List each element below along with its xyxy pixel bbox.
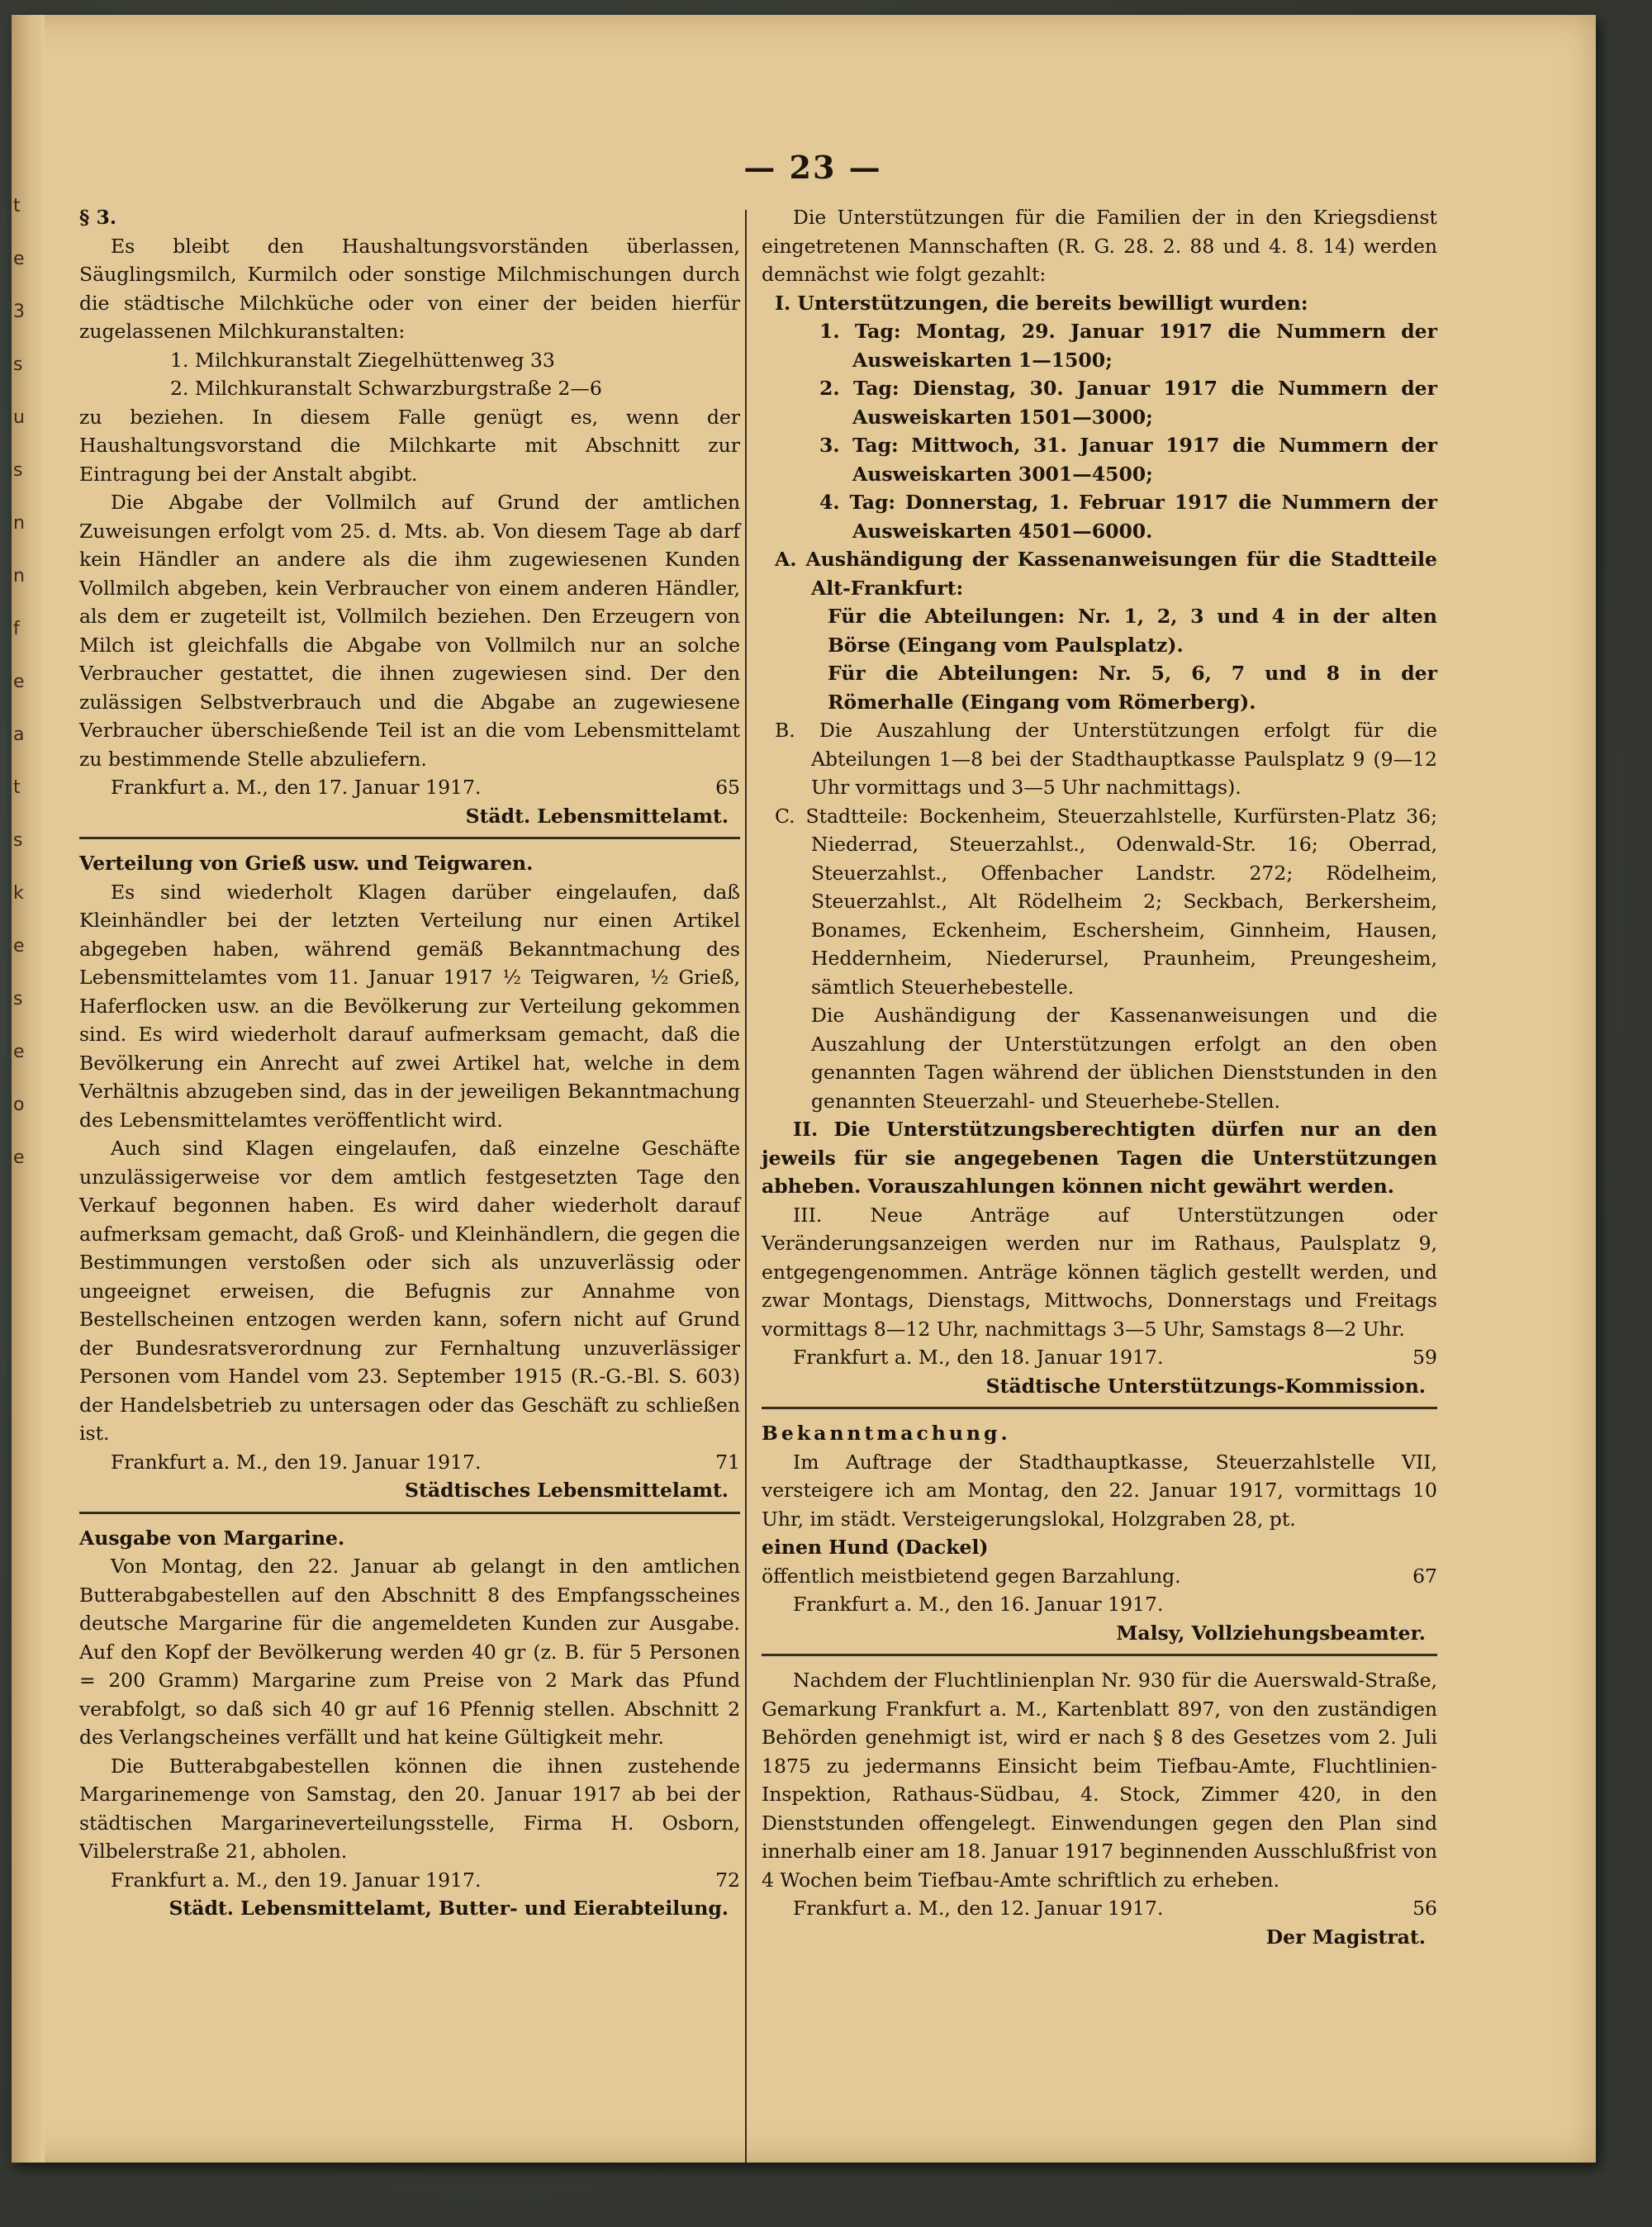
notice-support-section	[762, 203, 1437, 1400]
item-a1: Für die Abteilungen: Nr. 1, 2, 3 und 4 in der alten Börse (Eingang vom Paulsplatz).	[828, 605, 1437, 657]
edge-mark: n	[13, 566, 25, 586]
edge-mark: e	[13, 1147, 25, 1168]
item-a: A. Aushändigung der Kassenanweisungen für die Stadtteile Alt-Frankfurt:	[775, 548, 1437, 600]
section-heading: Verteilung von Grieß usw. und Teigwaren.	[79, 852, 534, 875]
column-divider	[745, 210, 747, 2163]
item-ii: II. Die Unterstützungsberechtigten dürfen nur an den jeweils für sie angegebenen Tagen die Unterstützungen abheben. Vorauszahlungen können nicht gewährt werden.	[762, 1118, 1437, 1198]
paragraph: öffentlich meistbietend gegen Barzahlung.	[762, 1564, 1181, 1588]
edge-mark: a	[13, 724, 25, 745]
list-item: 2. Milchkuranstalt Schwarzburgstraße 2—6	[170, 377, 602, 400]
list-item: 1. Milchkuranstalt Ziegelhüttenweg 33	[170, 348, 555, 372]
edge-mark: s	[13, 354, 23, 375]
notice-number: 59	[1412, 1346, 1437, 1369]
edge-mark: e	[13, 1042, 25, 1062]
notice-number: 72	[715, 1868, 740, 1892]
edge-mark: s	[13, 830, 23, 851]
signature: Städtische Unterstützungs-Kommission.	[985, 1374, 1426, 1398]
date-text: Frankfurt a. M., den 16. Januar 1917.	[793, 1593, 1164, 1616]
date-text: Frankfurt a. M., den 19. Januar 1917.	[111, 1868, 482, 1892]
paragraph: Die Butterabgabestellen können die ihnen zustehende Margarinemenge von Samstag, den 20. Januar 1917 ab bei der städtischen Margarineverteilungsstelle, Firma H. Osborn, Vilbelerstraße 21, abholen.	[79, 1754, 740, 1863]
item-c2: Die Aushändigung der Kassenanweisungen und die Auszahlung der Unterstützungen erfolgt an den oben genannten Tagen während der üblichen Dienststunden in den genannten Steuerzahl- und Steuerhebe-Stellen.	[811, 1004, 1437, 1113]
day-item: 2. Tag: Dienstag, 30. Januar 1917 die Nummern der Ausweiskarten 1501—3000;	[819, 377, 1437, 429]
date-line	[762, 1894, 1437, 1923]
auction-item: einen Hund (Dackel)	[762, 1536, 989, 1559]
notice-number: 67	[1412, 1564, 1437, 1588]
section-heading: Bekanntmachung.	[762, 1422, 1011, 1445]
item-b: B. Die Auszahlung der Unterstützungen erfolgt für die Abteilungen 1—8 bei der Stadthauptkasse Paulsplatz 9 (9—12 Uhr vormittags und 3—5 Uhr nachmittags).	[775, 719, 1437, 799]
item-iii: III. Neue Anträge auf Unterstützungen oder Veränderungsanzeigen werden nur im Rathaus, Paulsplatz 9, entgegengenommen. Anträge können täglich gestellt werden, und zwar Montags, Dienstags, Mittwochs, Donnerstags und Freitags vormittags 8—12 Uhr, nachmittags 3—5 Uhr, Samstags 8—2 Uhr.	[762, 1203, 1437, 1341]
signature: Städtisches Lebensmittelamt.	[405, 1479, 729, 1502]
section-divider	[762, 1654, 1437, 1656]
notice-margarine-section	[79, 1524, 740, 1923]
edge-mark: o	[13, 1095, 25, 1115]
left-column	[79, 203, 740, 1923]
paragraph: zu beziehen. In diesem Falle genügt es, wenn der Haushaltungsvorstand die Milchkarte mit Abschnitt zur Eintragung bei der Anstalt abgibt.	[79, 405, 740, 486]
page-number: — 23 —	[743, 149, 882, 186]
date-line	[79, 1448, 740, 1477]
notice-number: 71	[715, 1450, 740, 1474]
paragraph: Im Auftrage der Stadthauptkasse, Steuerzahlstelle VII, versteigere ich am Montag, den 22. Januar 1917, vormittags 10 Uhr, im städt. Versteigerungslokal, Holzgraben 28, pt.	[762, 1450, 1437, 1531]
notice-plan-section	[762, 1666, 1437, 1951]
section-divider	[762, 1407, 1437, 1409]
paragraph: Die Unterstützungen für die Familien der in den Kriegsdienst eingetretenen Mannschaften (R. G. 28. 2. 88 und 4. 8. 14) werden demnächst wie folgt gezahlt:	[762, 206, 1437, 286]
edge-mark: e	[13, 249, 25, 269]
milk-institution-list	[79, 346, 740, 403]
section-divider	[79, 1512, 740, 1514]
section-heading: § 3.	[79, 206, 117, 229]
notice-milk-section	[79, 203, 740, 830]
edge-mark: t	[13, 777, 21, 798]
signature: Der Magistrat.	[1265, 1925, 1426, 1949]
date-line	[762, 1590, 1437, 1619]
paragraph: Es bleibt den Haushaltungsvorständen überlassen, Säuglingsmilch, Kurmilch oder sonstige Milchmischungen durch die städtische Milchküche oder von einer der beiden hierfür zugelassenen Milchkuranstalten:	[79, 234, 740, 343]
paragraph: Auch sind Klagen eingelaufen, daß einzelne Geschäfte unzulässigerweise vor dem amtlich festgesetzten Tage den Verkauf begonnen haben. Es wird daher wiederholt darauf aufmerksam gemacht, daß Groß- und Kleinhändlern, die gegen die Bestimmungen verstoßen oder sich als unzuverlässig oder ungeeignet erweisen, die Befugnis zur Annahme von Bestellscheinen entzogen werden kann, sofern nicht auf Grund der Bundesratsverordnung zur Fernhaltung unzuverlässiger Personen vom Handel vom 23. September 1915 (R.-G.-Bl. S. 603) der Handelsbetrieb zu untersagen oder das Geschäft zu schließen ist.	[79, 1137, 740, 1445]
day-item: 3. Tag: Mittwoch, 31. Januar 1917 die Nummern der Ausweiskarten 3001—4500;	[819, 434, 1437, 486]
day-item: 1. Tag: Montag, 29. Januar 1917 die Nummern der Ausweiskarten 1—1500;	[819, 320, 1437, 372]
day-item: 4. Tag: Donnerstag, 1. Februar 1917 die Nummern der Ausweiskarten 4501—6000.	[819, 491, 1437, 543]
edge-mark: 3	[13, 302, 25, 322]
date-text: Frankfurt a. M., den 12. Januar 1917.	[793, 1897, 1164, 1920]
date-text: Frankfurt a. M., den 18. Januar 1917.	[793, 1346, 1164, 1369]
edge-mark: k	[13, 883, 24, 904]
edge-mark: f	[13, 619, 20, 639]
item-c: C. Stadtteile: Bockenheim, Steuerzahlstelle, Kurfürsten-Platz 36; Niederrad, Steuerzahlst., Odenwald-Str. 16; Oberrad, Steuerzahlst., Offenbacher Landstr. 272; Rödelheim, Steuerzahlst., Alt Rödelheim 2; Seckbach, Berkersheim, Bonames, Eckenheim, Eschersheim, Ginnheim, Hausen, Heddernheim, Niederursel, Praunheim, Preungesheim, sämtlich Steuerhebestelle.	[775, 804, 1437, 999]
right-column	[762, 203, 1437, 1951]
notice-number: 65	[715, 776, 740, 799]
paragraph: Von Montag, den 22. Januar ab gelangt in den amtlichen Butterabgabestellen auf den Abschnitt 8 des Empfangsscheines deutsche Margarine für die angemeldeten Kunden zur Ausgabe. Auf den Kopf der Bevölkerung werden 40 gr (z. B. für 5 Personen = 200 Gramm) Margarine zum Preise von 2 Mark das Pfund verabfolgt, so daß sich 40 gr auf 16 Pfennig stellen. Abschnitt 2 des Verlangscheines verfällt und hat keine Gültigkeit mehr.	[79, 1555, 740, 1749]
signature: Malsy, Vollziehungsbeamter.	[1116, 1621, 1426, 1645]
edge-mark: u	[13, 407, 25, 428]
signature: Städt. Lebensmittelamt.	[465, 804, 729, 828]
section-heading: Ausgabe von Margarine.	[79, 1526, 345, 1550]
signature: Städt. Lebensmittelamt, Butter- und Eierabteilung.	[169, 1897, 729, 1920]
date-line	[79, 1866, 740, 1895]
edge-mark: n	[13, 513, 25, 534]
edge-mark: e	[13, 936, 25, 957]
edge-mark: s	[13, 989, 23, 1009]
date-text: Frankfurt a. M., den 17. Januar 1917.	[111, 776, 482, 799]
document-page	[12, 15, 1596, 2163]
notice-auction-section	[762, 1419, 1437, 1647]
item-a2: Für die Abteilungen: Nr. 5, 6, 7 und 8 in der Römerhalle (Eingang vom Römerberg).	[828, 662, 1437, 714]
date-line	[79, 773, 740, 802]
paragraph: Die Abgabe der Vollmilch auf Grund der amtlichen Zuweisungen erfolgt vom 25. d. Mts. ab. Von diesem Tage ab darf kein Händler an andere als die ihm zugewiesenen Kunden Vollmilch abgeben, kein Verbraucher von einem anderen Händler, als dem er zugeteilt ist, Vollmilch beziehen. Den Erzeugern von Milch ist gleichfalls die Abgabe von Vollmilch nur an solche Verbraucher gestattet, die ihnen zugewiesen sind. Der den zulässigen Selbstverbrauch und die Abgabe an zugewiesene Verbraucher überschießende Teil ist an die vom Lebensmittelamt zu bestimmende Stelle abzuliefern.	[79, 491, 740, 771]
section-divider	[79, 837, 740, 839]
notice-gries-section	[79, 849, 740, 1505]
edge-marks	[13, 180, 28, 1185]
paragraph: Es sind wiederholt Klagen darüber eingelaufen, daß Kleinhändler bei der letzten Verteilung nur einen Artikel abgegeben haben, während gemäß Bekanntmachung des Lebensmittelamtes vom 11. Januar 1917 ½ Teigwaren, ½ Grieß, Haferflocken usw. an die Bevölkerung zur Verteilung gekommen sind. Es wird wiederholt darauf aufmerksam gemacht, daß die Bevölkerung ein Anrecht auf zwei Artikel hat, welche in dem Verhältnis abzugeben sind, das in der jeweiligen Bekanntmachung des Lebensmittelamtes veröffentlicht wird.	[79, 880, 740, 1132]
subsection-heading: I. Unterstützungen, die bereits bewilligt wurden:	[775, 291, 1308, 315]
paragraph: Nachdem der Fluchtlinienplan Nr. 930 für die Auerswald-Straße, Gemarkung Frankfurt a. M., Kartenblatt 897, von den zuständigen Behörden genehmigt ist, wird er nach § 8 des Gesetzes vom 2. Juli 1875 zu jedermanns Einsicht beim Tiefbau-Amte, Fluchtlinien-Inspektion, Rathaus-Südbau, 4. Stock, Zimmer 420, in den Dienststunden offengelegt. Einwendungen gegen den Plan sind innerhalb einer am 18. Januar 1917 beginnenden Ausschlußfrist von 4 Wochen beim Tiefbau-Amte schriftlich zu erheben.	[762, 1669, 1437, 1892]
date-text: Frankfurt a. M., den 19. Januar 1917.	[111, 1450, 482, 1474]
paragraph-line	[762, 1562, 1437, 1591]
edge-mark: e	[13, 672, 25, 692]
edge-mark: s	[13, 460, 23, 481]
notice-number: 56	[1412, 1897, 1437, 1920]
edge-mark: t	[13, 196, 21, 216]
date-line	[762, 1343, 1437, 1372]
